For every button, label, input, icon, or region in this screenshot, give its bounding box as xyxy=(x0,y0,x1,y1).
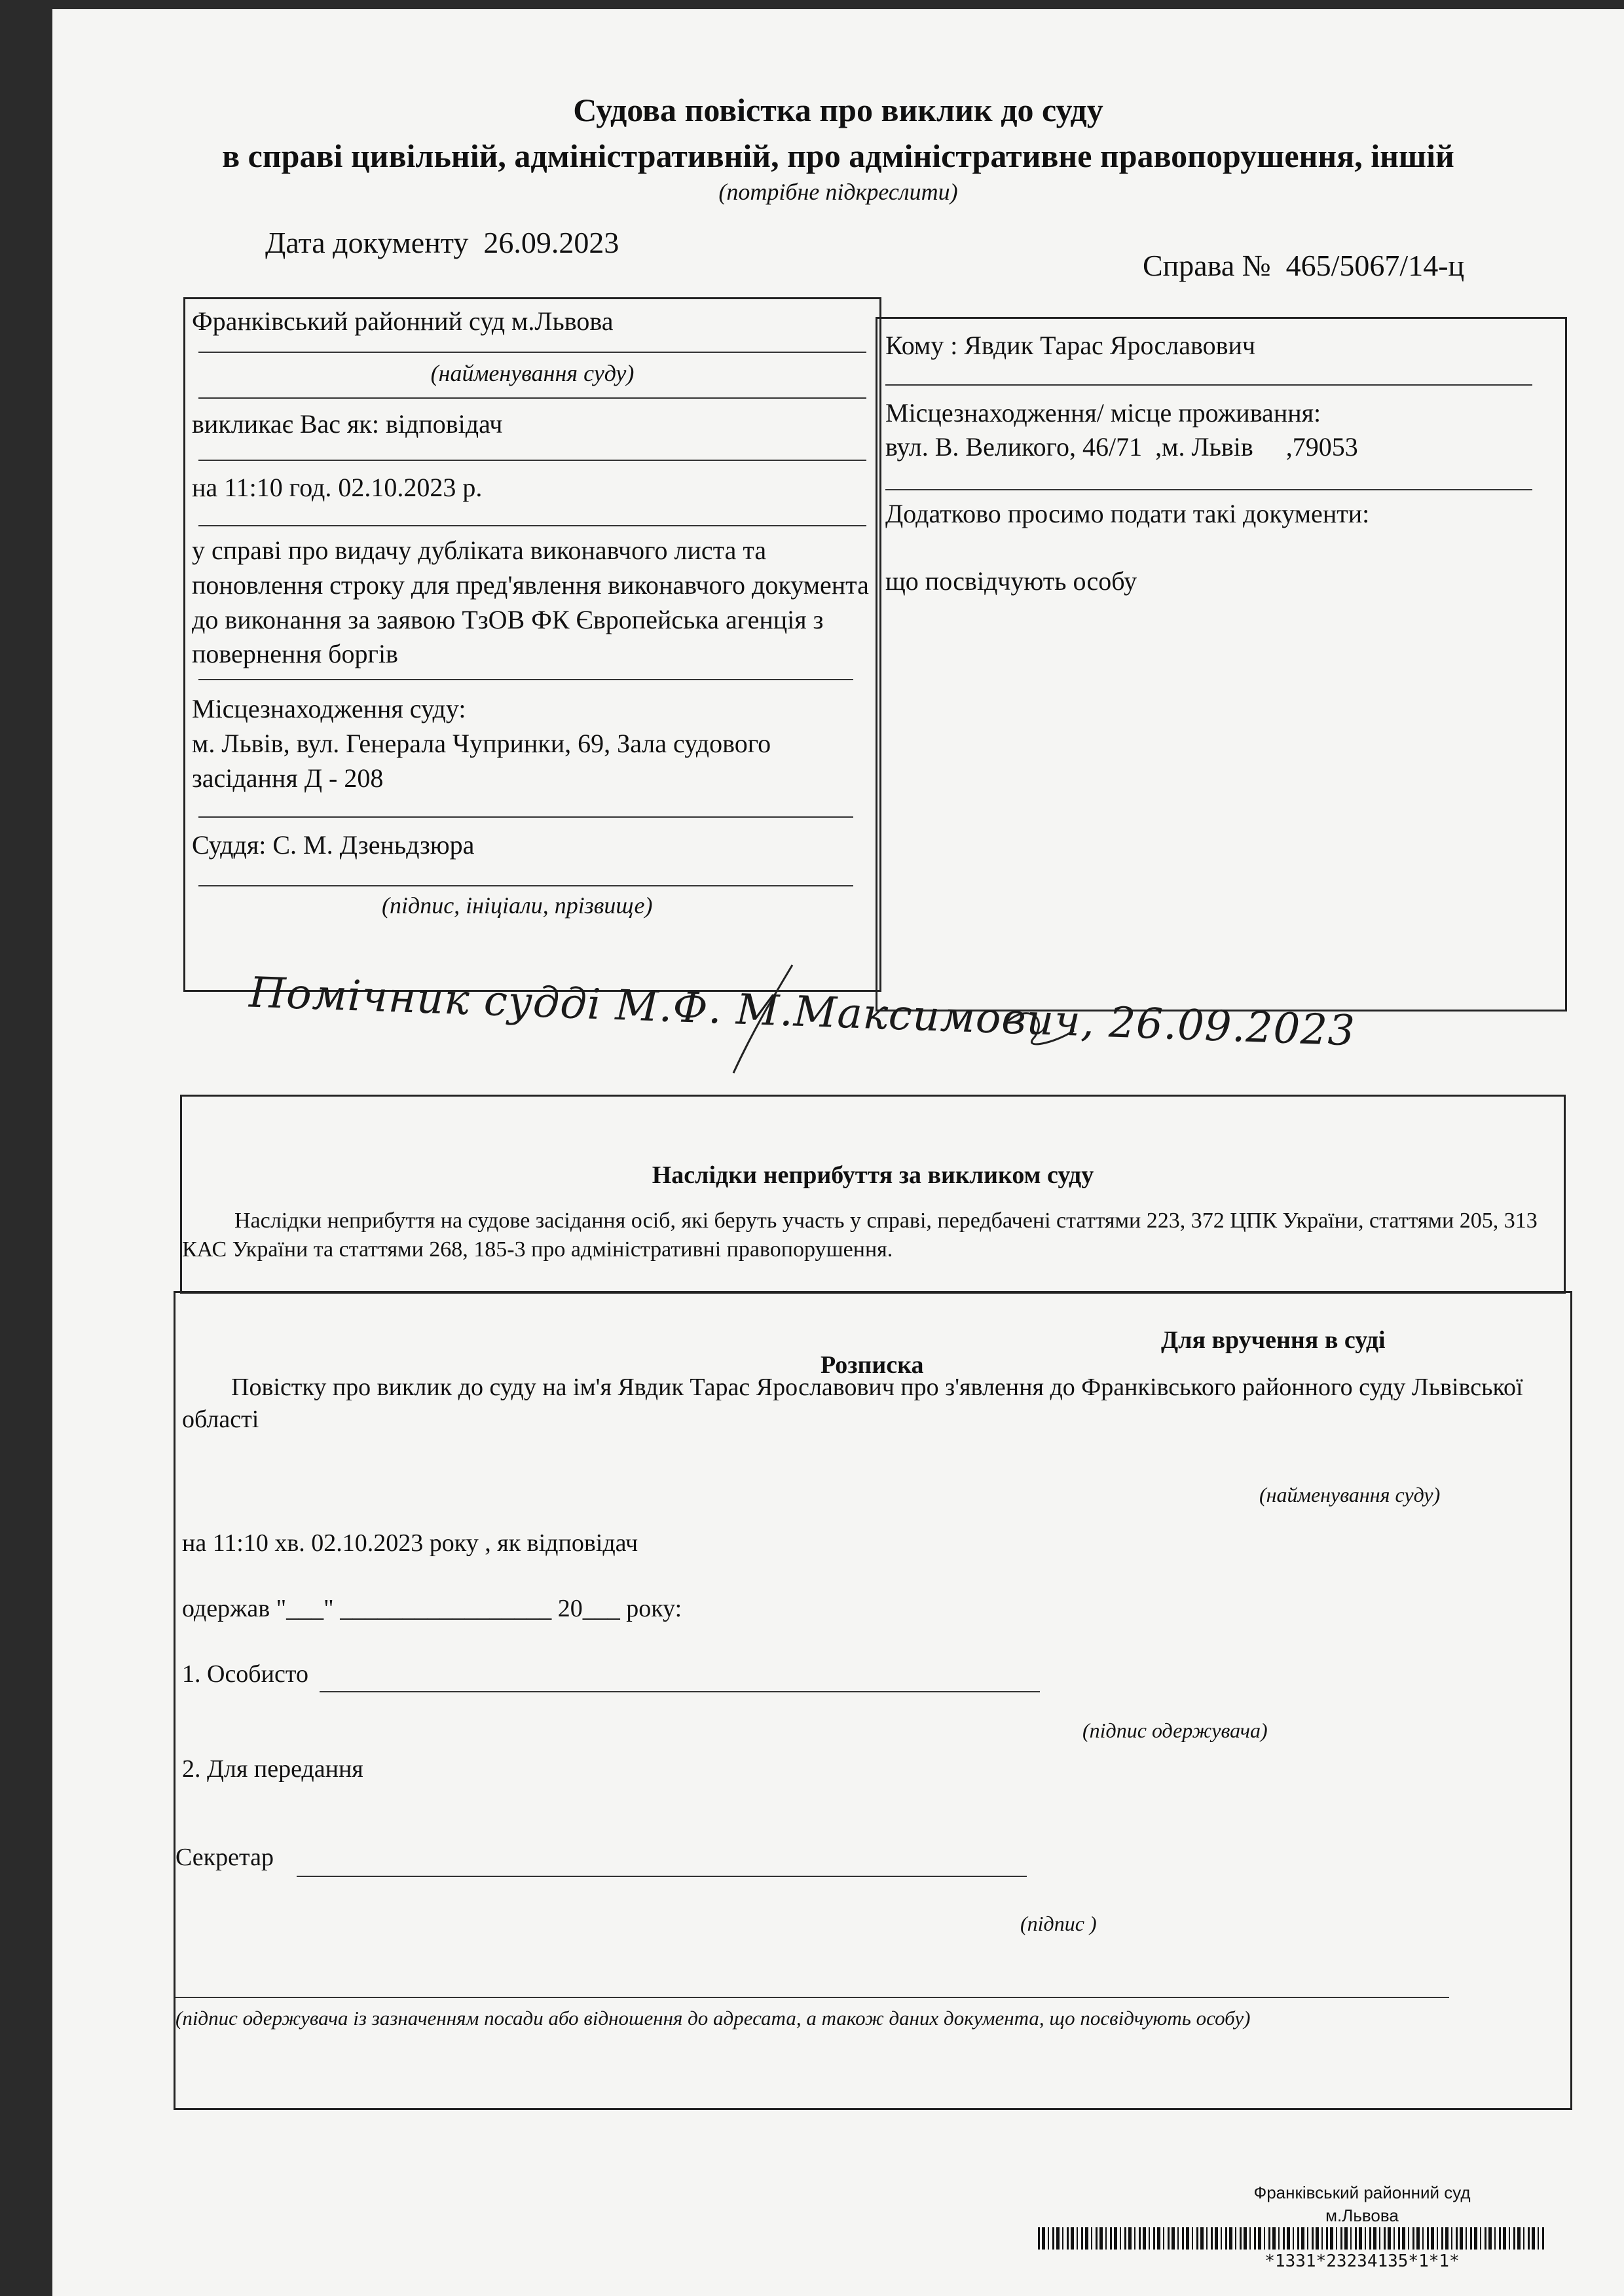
recipient-signature-caption: (підпис одержувача) xyxy=(1082,1719,1268,1742)
court-info-panel xyxy=(183,297,881,992)
document-title: Судова повістка про виклик до суду xyxy=(573,92,1103,128)
court-location: м. Львів, вул. Генерала Чупринки, 69, Зала судового засідання Д - 208 xyxy=(192,729,771,793)
documents-label: Додатково просимо подати такі документи: xyxy=(885,499,1370,528)
secretary-label: Секретар xyxy=(175,1844,274,1871)
receipt-body: Повістку про виклик до суду на ім'я Явдик Тарас Ярославович про з'явлення до Франківського районного суду Львівської області xyxy=(182,1374,1523,1434)
consequences-body: Наслідки неприбуття на судове засідання осіб, які беруть участь у справі, передбачені статтями 223, 372 ЦПК України, статтями 205, 313 КАС України та статтями 268, 185-3 про адміністративні правопорушення. xyxy=(182,1209,1538,1262)
document-subtitle: в справі цивільній, адміністративній, про адміністративне правопорушення, іншій xyxy=(222,137,1454,174)
divider xyxy=(198,525,866,526)
stamp-court-name: Франківський районний суд xyxy=(1253,2183,1471,2202)
stamp-court-city: м.Львова xyxy=(1325,2206,1399,2225)
divider xyxy=(885,384,1532,386)
handwritten-signature xyxy=(183,958,1362,1083)
barcode-text: *1331*23234135*1*1* xyxy=(1264,2251,1460,2271)
divider xyxy=(198,397,866,399)
recipient-signature-line xyxy=(320,1691,1040,1692)
document-date xyxy=(265,225,619,260)
personally-label: 1. Особисто xyxy=(182,1660,308,1688)
signature-caption: (підпис, ініціали, прізвище) xyxy=(382,892,653,919)
summoned-as: викликає Вас як: відповідач xyxy=(192,409,503,439)
date-value: 26.09.2023 xyxy=(483,226,619,259)
case-number xyxy=(1143,248,1464,283)
receipt-title: Розписка xyxy=(821,1351,924,1379)
divider xyxy=(198,460,866,461)
handwriting-text: Помічник судді М.Ф. М.Максимович, 26.09.2023 xyxy=(248,968,1356,1056)
divider xyxy=(885,489,1532,490)
address-label: Місцезнаходження/ місце проживання: xyxy=(885,398,1321,428)
court-name-caption: (найменування суду) xyxy=(430,360,635,386)
recipient-details-caption: (підпис одержувача із зазначенням посади або відношення до адресата, а також даних документа, що посвідчують особу) xyxy=(175,2007,1251,2030)
recipient-name: Кому : Явдик Тарас Ярославович xyxy=(885,331,1255,360)
court-caption: (найменування суду) xyxy=(1259,1483,1441,1506)
divider xyxy=(198,679,853,680)
divider xyxy=(198,816,853,818)
divider xyxy=(198,885,853,886)
consequences-box xyxy=(180,1095,1566,1294)
recipient-details-line xyxy=(175,1997,1449,1998)
secretary-signature-caption: (підпис ) xyxy=(1020,1912,1097,1935)
receipt-box xyxy=(174,1291,1572,2110)
document-page xyxy=(52,9,1624,2296)
for-court-label: Для вручення в суді xyxy=(1161,1326,1386,1354)
date-label: Дата документу xyxy=(265,226,469,259)
court-location-label: Місцезнаходження суду: xyxy=(192,694,466,723)
underline-note: (потрібне підкреслити) xyxy=(718,179,958,205)
for-transfer-label: 2. Для передання xyxy=(182,1755,363,1783)
barcode xyxy=(1038,2227,1545,2250)
case-subject: у справі про видачу дубліката виконавчого листа та поновлення строку для пред'явлення виконавчого документа до виконання за заявою ТзОВ ФК Європейська агенція з повернення боргів xyxy=(192,536,869,669)
divider xyxy=(198,352,866,353)
hearing-time: на 11:10 год. 02.10.2023 р. xyxy=(192,473,483,502)
receipt-time: на 11:10 хв. 02.10.2023 року , як відповідач xyxy=(182,1529,638,1557)
secretary-signature-line xyxy=(297,1876,1027,1877)
received-date-line: одержав "___" _________________ 20___ року: xyxy=(182,1595,682,1622)
case-value: 465/5067/14-ц xyxy=(1285,249,1465,282)
required-documents: що посвідчують особу xyxy=(885,566,1137,596)
case-label: Справа № xyxy=(1143,249,1271,282)
court-name: Франківський районний суд м.Львова xyxy=(192,306,614,336)
judge-name: Суддя: С. М. Дзеньдзюра xyxy=(192,830,475,860)
recipient-address: вул. В. Великого, 46/71 ,м. Львів ,79053 xyxy=(885,432,1358,462)
consequences-title: Наслідки неприбуття за викликом суду xyxy=(652,1161,1094,1189)
recipient-panel xyxy=(876,317,1567,1011)
